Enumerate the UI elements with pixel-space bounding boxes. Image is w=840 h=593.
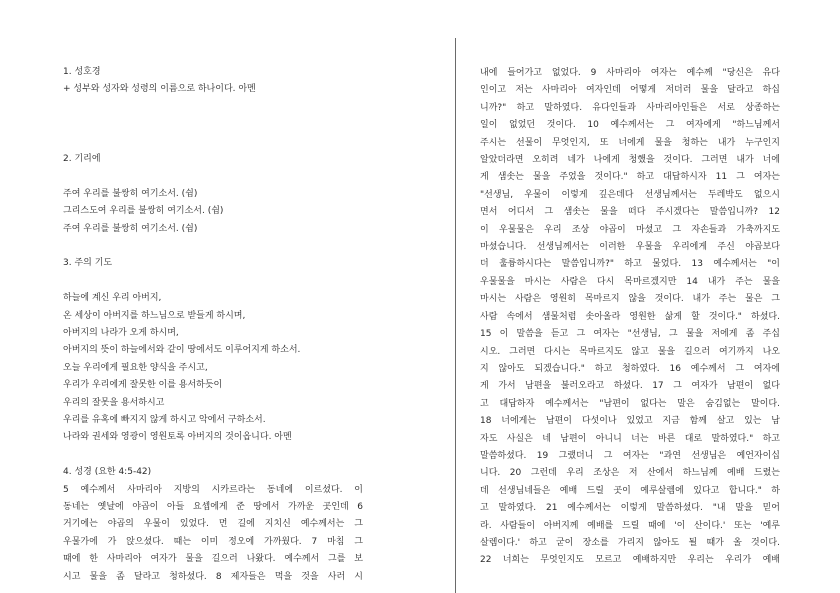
prayer-line: 하늘에 계신 우리 아버지, — [63, 293, 162, 304]
page-divider — [455, 38, 456, 593]
scripture-line: 시고 물을 좀 달라고 청하셨다. 8 제자들은 먹을 것을 사러 시 — [63, 571, 363, 582]
prayer-line: 나라와 권세와 영광이 영원토록 아버지의 것이옵니다. 아멘 — [63, 432, 292, 443]
scripture-line: 마셨습니다. 선생님께서는 이러한 우물을 우리에게 주신 야곱보다 — [480, 242, 780, 253]
scripture-line: 살렘이다.' 하고 굳이 장소를 가리지 않아도 될 때가 올 것이다. — [480, 537, 780, 548]
scripture-line: 게 가서 남편을 불러오라고 하셨다. 17 그 여자가 남편이 없다 — [480, 381, 780, 392]
sign-of-cross-text: + 성부와 성자와 성령의 이름으로 하나이다. 아멘 — [63, 84, 256, 95]
prayer-line: 오늘 우리에게 필요한 양식을 주시고, — [63, 362, 208, 373]
scripture-line: 시오. 그러면 다시는 목마르지도 않고 물을 길으러 여기까지 나오 — [480, 346, 780, 357]
scripture-line: 이 우물물은 우리 조상 야곱이 마셨고 그 자손들과 가축까지도 — [480, 224, 780, 235]
scripture-line: 마시는 사람은 영원히 목마르지 않을 것이다. 내가 주는 물은 그 — [480, 294, 780, 305]
scripture-line: 일이 없었던 것이다. 10 예수께서는 그 여자에게 "하느님께서 — [480, 120, 780, 131]
prayer-line: 우리를 유혹에 빠지지 않게 하시고 악에서 구하소서. — [63, 415, 266, 426]
right-page — [480, 65, 780, 570]
prayer-line: 아버지의 나라가 오게 하시며, — [63, 328, 179, 338]
scripture-line: 주시는 선물이 무엇인지, 또 너에게 물을 청하는 내가 누구인지 — [480, 137, 780, 148]
scripture-line: 인이고 저는 사마리아 여자인데 어떻게 저더러 물을 달라고 하십 — [480, 85, 780, 96]
scripture-line: 18 너에게는 남편이 다섯이나 있었고 지금 함께 살고 있는 남 — [480, 416, 780, 427]
scripture-line: 데 선생님네들은 예배 드릴 곳이 예루살렘에 있다고 합니다." 하 — [480, 485, 780, 496]
scripture-line: 거기에는 야곱의 우물이 있었다. 먼 길에 지치신 예수께서는 그 — [63, 519, 363, 530]
scripture-line: 자도 사실은 네 남편이 아니니 너는 바른 대로 말하였다." 하고 — [480, 433, 780, 444]
left-page — [63, 64, 363, 586]
section-title-sign-of-cross: 1. 성호경 — [63, 67, 101, 77]
scripture-line: 5 예수께서 사마리아 지방의 시카르라는 동네에 이르셨다. 이 — [63, 484, 363, 495]
scripture-line: 지 않아도 되겠습니다." 하고 청하였다. 16 예수께서 그 여자에 — [480, 363, 780, 374]
kyrie-line: 그리스도여 우리를 불쌍히 여기소서. (쉼) — [63, 206, 224, 217]
scripture-line: 우물물을 마시는 사람은 다시 목마르겠지만 14 내가 주는 물을 — [480, 276, 780, 287]
scripture-line: 내에 들어가고 없었다. 9 사마리아 여자는 예수께 "당신은 유다 — [480, 68, 780, 78]
scripture-line: 니까?" 하고 말하였다. 유다인들과 사마리아인들은 서로 상종하는 — [480, 102, 780, 113]
prayer-line: 우리가 우리에게 잘못한 이를 용서하듯이 — [63, 380, 223, 391]
scripture-line: 22 너희는 무엇인지도 모르고 예배하지만 우리는 우리가 예배 — [480, 555, 780, 566]
prayer-line: 우리의 잘못을 용서하시고 — [63, 397, 165, 408]
scripture-line: 알았더라면 오히려 네가 나에게 청했을 것이다. 그러면 내가 너에 — [480, 155, 780, 166]
scripture-line: 고 대답하자 예수께서는 "남편이 없다는 말은 숨김없는 말이다. — [480, 398, 780, 409]
scripture-line: 말씀하셨다. 19 그랬더니 그 여자는 "과연 선생님은 예언자이십 — [480, 450, 780, 461]
scripture-line: "선생님, 우물이 이렇게 깊은데다 선생님께서는 두레박도 없으시 — [480, 189, 780, 200]
prayer-line: 아버지의 뜻이 하늘에서와 같이 땅에서도 이루어지게 하소서. — [63, 345, 301, 356]
scripture-line: 동네는 옛날에 야곱이 아들 요셉에게 준 땅에서 가까운 곳인데 6 — [63, 502, 363, 513]
scripture-line: 때에 한 사마리아 여자가 물을 길으러 나왔다. 예수께서 그를 보 — [63, 554, 363, 565]
scripture-line: 사람 속에서 샘물처럼 솟아올라 영원한 삶게 할 것이다." 하셨다. — [480, 311, 780, 322]
scripture-line: 더 훌륭하시다는 말씀입니까?" 하고 물었다. 13 예수께서는 "이 — [480, 259, 780, 270]
scripture-line: 니다. 20 그런데 우리 조상은 저 산에서 하느님께 예배 드렸는 — [480, 468, 780, 479]
scripture-line: 면서 어디서 그 샘솟는 물을 떠다 주시겠다는 말씀입니까? 12 — [480, 207, 780, 218]
section-title-kyrie: 2. 기리에 — [63, 153, 101, 164]
kyrie-line: 주여 우리를 불쌍히 여기소서. (쉼) — [63, 188, 198, 199]
scripture-line: 게 샘솟는 물을 주었을 것이다." 하고 대답하시자 11 그 여자는 — [480, 172, 780, 183]
prayer-line: 온 세상이 아버지를 하느님으로 받들게 하시며, — [63, 310, 246, 321]
scripture-line: 15 이 말씀을 듣고 그 여자는 "선생님, 그 물을 저에게 좀 주십 — [480, 329, 780, 340]
scripture-line: 라. 사람들이 아버지께 예배를 드릴 때에 '이 산이다.' 또는 '예루 — [480, 520, 780, 531]
scripture-line: 고 말하였다. 21 예수께서는 이렇게 말씀하셨다. "내 말을 믿어 — [480, 503, 780, 514]
scripture-line: 우물가에 가 앉으셨다. 때는 이미 정오에 가까웠다. 7 마침 그 — [63, 536, 363, 547]
kyrie-line: 주여 우리를 불쌍히 여기소서. (쉼) — [63, 223, 198, 234]
section-title-scripture: 4. 성경 (요한 4:5-42) — [63, 467, 152, 478]
section-title-lords-prayer: 3. 주의 기도 — [63, 258, 113, 269]
